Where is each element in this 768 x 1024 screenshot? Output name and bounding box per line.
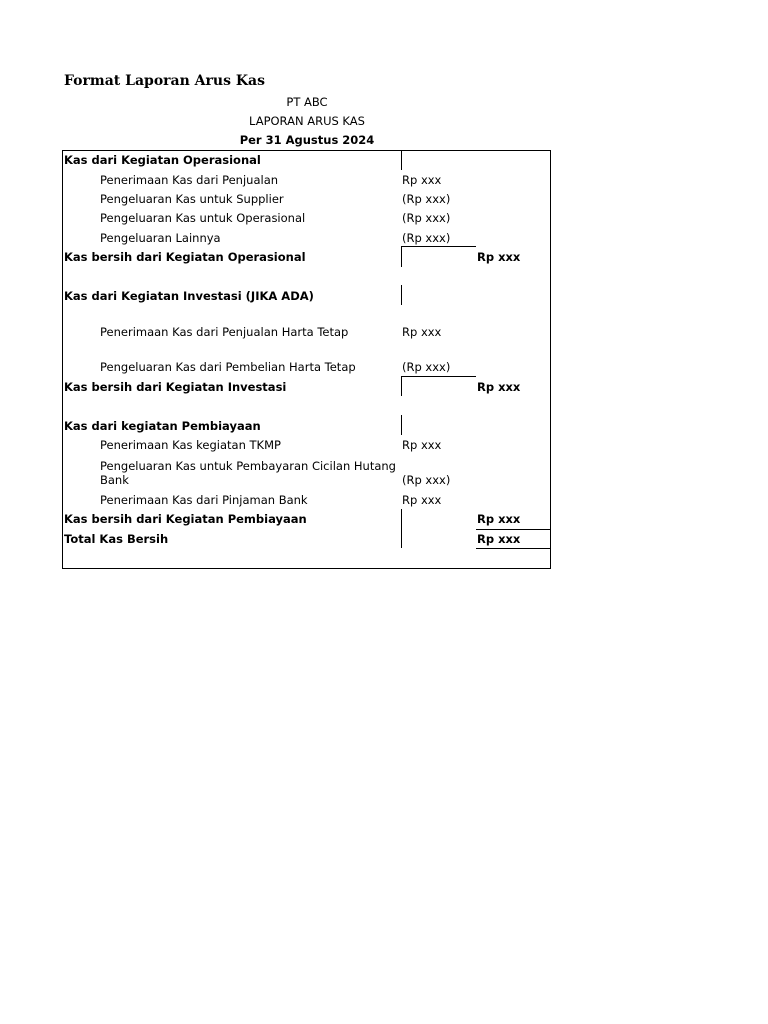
financing-heading: Kas dari kegiatan Pembiayaan [64,419,261,433]
financing-item-amount: (Rp xxx) [402,473,451,487]
operating-item-label: Pengeluaran Kas untuk Operasional [100,211,306,225]
operating-item-label: Pengeluaran Kas untuk Supplier [100,192,284,206]
investing-item-label: Penerimaan Kas dari Penjualan Harta Tetap [100,325,349,339]
operating-subtotal-line [401,246,476,247]
total-underline [476,548,551,549]
financing-net-label: Kas bersih dari Kegiatan Pembiayaan [64,512,307,526]
financing-heading-divider [401,415,402,435]
operating-net-amount: Rp xxx [477,250,521,264]
total-amount: Rp xxx [477,532,521,546]
financing-item-amount: Rp xxx [402,493,442,507]
document-title: Format Laporan Arus Kas [64,73,265,89]
investing-item-label: Pengeluaran Kas dari Pembelian Harta Tetap [100,360,356,374]
investing-item-amount: (Rp xxx) [402,360,451,374]
financing-item-label: Penerimaan Kas dari Pinjaman Bank [100,493,308,507]
cash-flow-table [62,150,551,569]
operating-item-amount: (Rp xxx) [402,192,451,206]
investing-item-amount: Rp xxx [402,325,442,339]
company-name: PT ABC [286,95,328,109]
operating-item-label: Penerimaan Kas dari Penjualan [100,173,279,187]
operating-item-label: Pengeluaran Lainnya [100,231,221,245]
investing-subtotal-line [401,376,476,377]
financing-item-label: Pengeluaran Kas untuk Pembayaran Cicilan Hutang [100,459,396,473]
financing-subtotal-divider [401,509,402,548]
operating-item-amount: (Rp xxx) [402,211,451,225]
total-label: Total Kas Bersih [64,532,169,546]
operating-net-label: Kas bersih dari Kegiatan Operasional [64,250,306,264]
investing-subtotal-divider [401,376,402,396]
financing-item-label-continued: Bank [100,473,129,487]
financing-item-amount: Rp xxx [402,438,442,452]
financing-net-amount: Rp xxx [477,512,521,526]
total-separator-line [476,529,551,530]
investing-net-label: Kas bersih dari Kegiatan Investasi [64,380,287,394]
investing-heading: Kas dari Kegiatan Investasi (JIKA ADA) [64,289,314,303]
report-name: LAPORAN ARUS KAS [249,114,365,128]
report-period: Per 31 Agustus 2024 [239,133,375,147]
operating-item-amount: Rp xxx [402,173,442,187]
investing-heading-divider [401,285,402,305]
operating-heading: Kas dari Kegiatan Operasional [64,153,261,167]
financing-item-label: Penerimaan Kas kegiatan TKMP [100,438,281,452]
operating-item-amount: (Rp xxx) [402,231,451,245]
investing-net-amount: Rp xxx [477,380,521,394]
operating-subtotal-divider [401,246,402,267]
operating-heading-divider [401,151,402,170]
